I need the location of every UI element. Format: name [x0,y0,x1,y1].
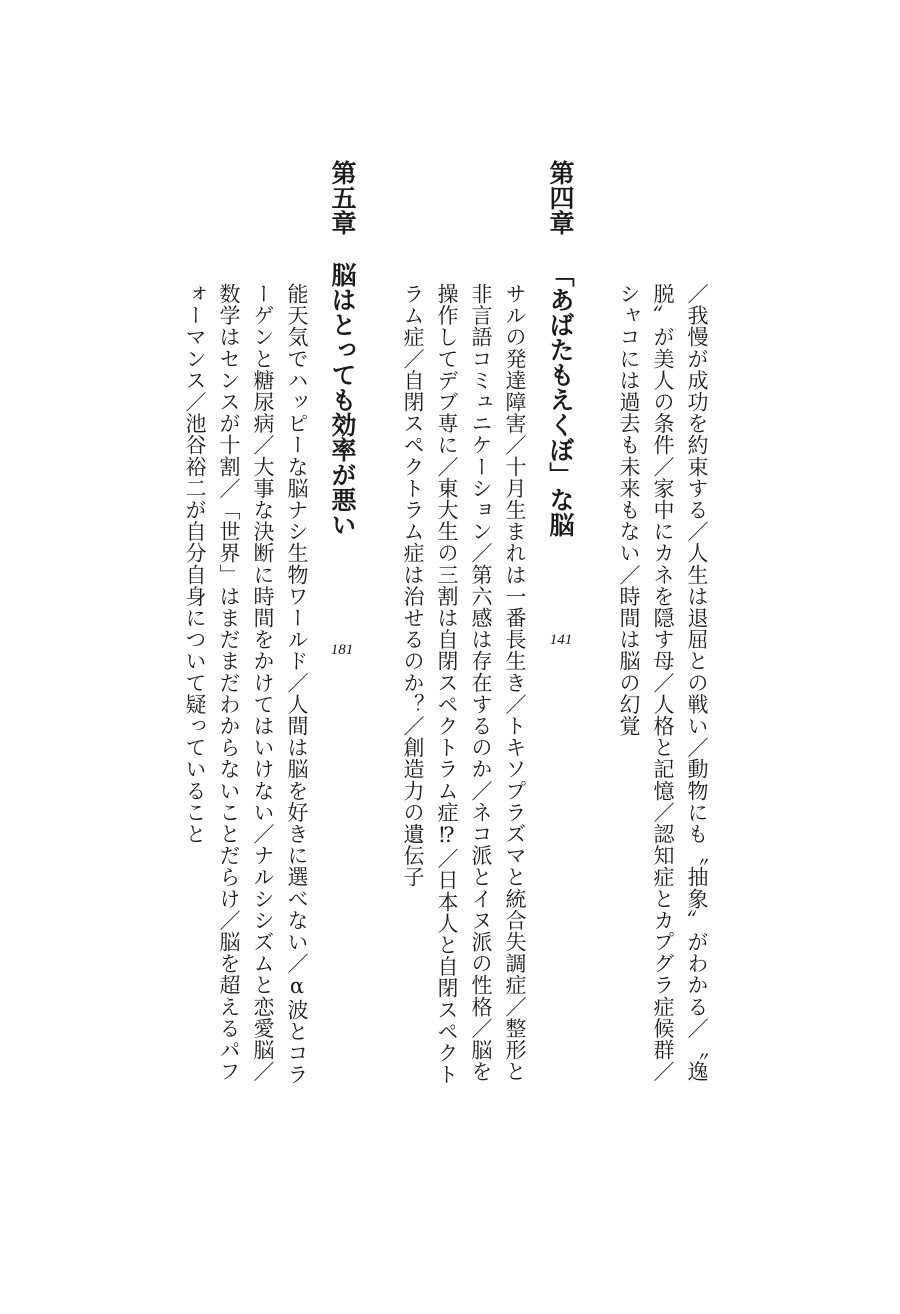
toc-item-line: サルの発達障害／十月生まれは一番長生き／トキソプラズマと統合失調症／整形と [503,283,527,1083]
chapter-5-page-number: 181 [330,642,354,658]
toc-item-line: ラム症／自閉スペクトラム症は治せるのか？／創造力の遺伝子 [401,283,425,888]
chapter-5-title: 脳はとっても効率が悪い [328,262,357,537]
toc-item-line: ォーマンス／池谷裕二が自分自身について疑っていること [183,283,207,845]
toc-item-line: 数学はセンスが十割／「世界」はまだまだわからないことだらけ／脳を超えるパフ [217,283,241,1083]
toc-item-line: 操作してデブ専に／東大生の三割は自閉スペクトラム症⁉／日本人と自閉スペクト [435,283,459,1086]
toc-item-line: ーゲンと糖尿病／大事な決断に時間をかけてはいけない／ナルシシズムと恋愛脳／ [251,283,275,1083]
toc-item-line: 能天気でハッピーな脳ナシ生物ワールド／人間は脳を好きに選べない／α波とコラ [285,283,309,1086]
toc-item-line: 非言語コミュニケーション／第六感は存在するのか／ネコ派とイヌ派の性格／脳を [469,283,493,1083]
chapter-5-label: 第五章 [328,160,357,235]
chapter-4-title: 「あばたもえくぼ」な脳 [546,262,575,537]
toc-item-line: シャコには過去も未来もない／時間は脳の幻覚 [617,283,641,737]
chapter-4-label: 第四章 [546,160,575,235]
toc-item-line: ／我慢が成功を約束する／人生は退屈との戦い／動物にも〝抽象〟がわかる／〝逸 [685,283,709,1083]
toc-item-line: 脱〟が美人の条件／家中にカネを隠す母／人格と記憶／認知症とカプグラ症候群／ [651,283,675,1083]
chapter-4-page-number: 141 [549,632,573,648]
